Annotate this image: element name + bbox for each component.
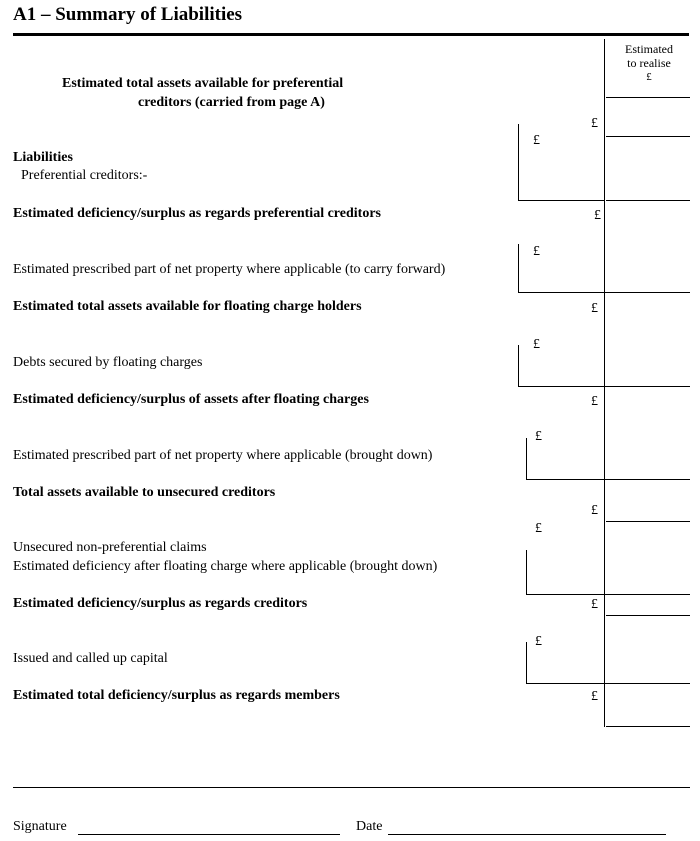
date-field[interactable] bbox=[388, 834, 666, 835]
pound-sign-13: £ bbox=[591, 689, 598, 704]
bracket-prescribed-forward bbox=[518, 244, 519, 293]
bracket-issued-capital bbox=[526, 642, 527, 684]
row-deficiency-after-floating: Estimated deficiency after floating charge where applicable (brought down) bbox=[13, 559, 438, 574]
column-header-currency: £ bbox=[646, 71, 652, 83]
rule-unsecured bbox=[526, 594, 690, 595]
rule-issued-capital bbox=[526, 683, 690, 684]
row-assets-preferential-line2: creditors (carried from page A) bbox=[138, 95, 325, 110]
row-assets-unsecured: Total assets available to unsecured creditors bbox=[13, 485, 276, 500]
pound-sign-2: £ bbox=[533, 133, 540, 148]
row-deficiency-creditors: Estimated deficiency/surplus as regards creditors bbox=[13, 596, 308, 611]
row-assets-preferential-line1: Estimated total assets available for preferential bbox=[62, 76, 344, 91]
col-rule-1 bbox=[606, 97, 690, 98]
pound-sign-12: £ bbox=[535, 634, 542, 649]
estimate-column-divider bbox=[604, 39, 605, 727]
col-rule-6 bbox=[606, 726, 690, 727]
signature-field[interactable] bbox=[78, 834, 340, 835]
pound-sign-6: £ bbox=[533, 337, 540, 352]
row-deficiency-floating: Estimated deficiency/surplus of assets after floating charges bbox=[13, 392, 369, 407]
column-header bbox=[608, 42, 690, 84]
bracket-unsecured bbox=[526, 550, 527, 595]
pound-sign-5: £ bbox=[591, 301, 598, 316]
pound-sign-8: £ bbox=[535, 429, 542, 444]
row-preferential-creditors: Preferential creditors:- bbox=[21, 168, 148, 183]
row-assets-floating: Estimated total assets available for floating charge holders bbox=[13, 299, 362, 314]
bracket-prescribed-down bbox=[526, 438, 527, 480]
pound-sign-4: £ bbox=[533, 244, 540, 259]
col-rule-2 bbox=[606, 136, 690, 137]
rule-debts-floating bbox=[518, 386, 690, 387]
row-deficiency-members: Estimated total deficiency/surplus as regards members bbox=[13, 688, 340, 703]
rule-prescribed-forward bbox=[518, 292, 690, 293]
pound-sign-10: £ bbox=[535, 521, 542, 536]
bracket-liabilities-bottom bbox=[518, 200, 605, 201]
pound-sign-1: £ bbox=[591, 116, 598, 131]
row-prescribed-forward: Estimated prescribed part of net property where applicable (to carry forward) bbox=[13, 262, 446, 277]
bracket-liabilities bbox=[518, 124, 519, 201]
col-rule-5 bbox=[606, 615, 690, 616]
row-debts-floating: Debts secured by floating charges bbox=[13, 355, 203, 370]
pound-sign-3: £ bbox=[594, 208, 601, 223]
pound-sign-9: £ bbox=[591, 503, 598, 518]
column-header-line1: Estimated bbox=[625, 42, 673, 56]
pound-sign-11: £ bbox=[591, 597, 598, 612]
column-header-line2: to realise bbox=[627, 56, 671, 70]
col-rule-4 bbox=[606, 521, 690, 522]
bracket-debts-floating bbox=[518, 345, 519, 387]
page-title: A1 – Summary of Liabilities bbox=[13, 4, 243, 25]
title-rule bbox=[13, 33, 689, 36]
rule-prescribed-down bbox=[526, 479, 690, 480]
col-rule-3 bbox=[606, 200, 690, 201]
row-deficiency-preferential: Estimated deficiency/surplus as regards preferential creditors bbox=[13, 206, 381, 221]
footer-rule bbox=[13, 787, 690, 788]
row-issued-capital: Issued and called up capital bbox=[13, 651, 168, 666]
signature-label: Signature bbox=[13, 819, 67, 834]
date-label: Date bbox=[356, 819, 383, 834]
pound-sign-7: £ bbox=[591, 394, 598, 409]
row-unsecured-claims: Unsecured non-preferential claims bbox=[13, 540, 207, 555]
row-liabilities: Liabilities bbox=[13, 150, 73, 165]
row-prescribed-down: Estimated prescribed part of net property where applicable (brought down) bbox=[13, 448, 433, 463]
